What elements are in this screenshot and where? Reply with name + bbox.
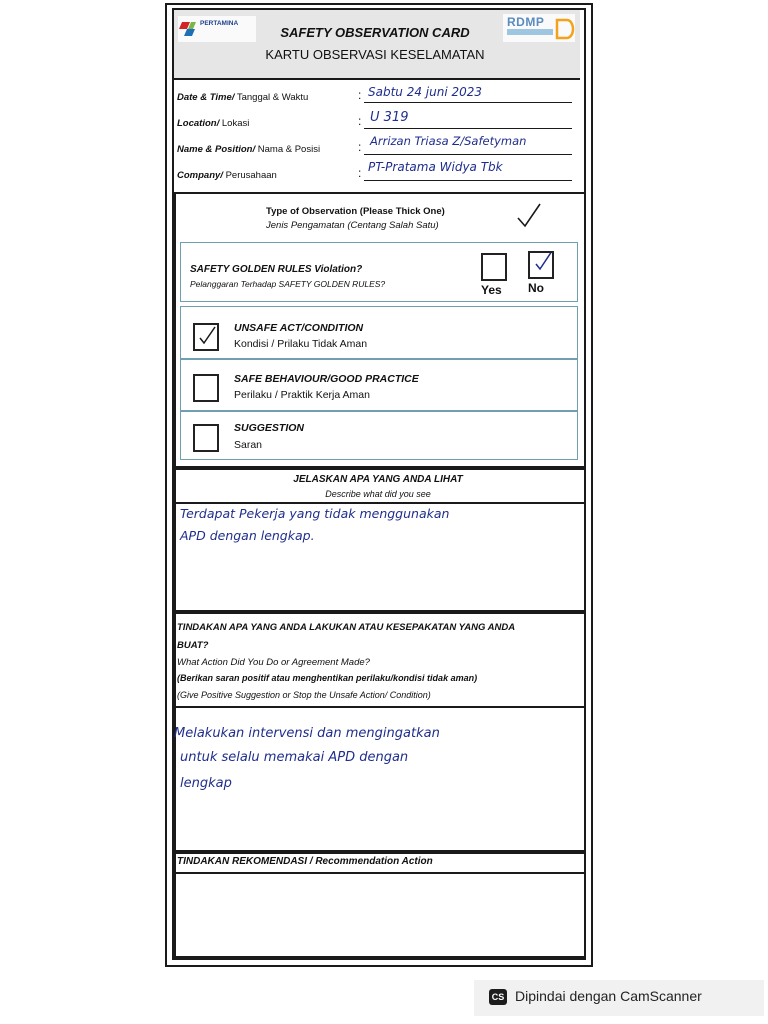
describe-line-2: APD dengan lengkap.: [180, 528, 315, 543]
recommendation-divider: [174, 872, 584, 874]
company-underline: [364, 180, 572, 181]
safe-behaviour-title: SAFE BEHAVIOUR/GOOD PRACTICE: [234, 373, 419, 385]
recommendation-panel: [174, 852, 586, 958]
camscanner-text: Dipindai dengan CamScanner: [515, 988, 702, 1004]
golden-rules-yes-checkbox[interactable]: [481, 253, 507, 281]
observation-type-subtitle: Jenis Pengamatan (Centang Salah Satu): [266, 220, 439, 231]
name-position-underline: [364, 154, 572, 155]
option-suggestion-panel: [180, 410, 578, 460]
rdmp-logo: RDMP: [503, 14, 575, 42]
suggestion-checkbox[interactable]: [193, 424, 219, 452]
pertamina-logo: PERTAMINA: [178, 16, 256, 42]
suggestion-title: SUGGESTION: [234, 422, 305, 434]
name-position-label: Name & Position/ Nama & Posisi: [177, 144, 321, 155]
colon: :: [358, 114, 362, 128]
company-label: Company/ Perusahaan: [177, 170, 277, 181]
option-safe-panel: [180, 358, 578, 412]
location-underline: [364, 128, 572, 129]
golden-rules-yes-label: Yes: [481, 283, 502, 297]
camscanner-logo-icon: CS: [489, 989, 507, 1005]
location-label: Location/ Lokasi: [177, 118, 250, 129]
location-value: U 319: [370, 110, 409, 125]
date-time-value: Sabtu 24 juni 2023: [368, 85, 483, 99]
action-title-line-2: BUAT?: [177, 640, 209, 651]
action-line-3: lengkap: [180, 776, 232, 791]
safe-behaviour-checkbox[interactable]: [193, 374, 219, 402]
date-time-underline: [364, 102, 572, 103]
safe-behaviour-subtitle: Perilaku / Praktik Kerja Aman: [234, 389, 370, 401]
colon: :: [358, 166, 362, 180]
company-value: PT-Pratama Widya Tbk: [368, 160, 503, 174]
card-subtitle: KARTU OBSERVASI KESELAMATAN: [265, 47, 485, 62]
describe-title: JELASKAN APA YANG ANDA LIHAT: [293, 474, 463, 485]
golden-rules-no-checkbox[interactable]: [528, 251, 554, 279]
recommendation-title: TINDAKAN REKOMENDASI / Recommendation Action: [177, 856, 433, 867]
card-title: SAFETY OBSERVATION CARD: [280, 25, 470, 40]
action-hint-2: (Give Positive Suggestion or Stop the Unsafe Action/ Condition): [177, 690, 431, 700]
golden-rules-subtitle: Pelanggaran Terhadap SAFETY GOLDEN RULES?: [190, 279, 386, 289]
colon: :: [358, 88, 362, 102]
action-divider: [174, 706, 584, 708]
action-line-1: Melakukan intervensi dan mengingatkan: [174, 726, 440, 741]
action-question: What Action Did You Do or Agreement Made?: [177, 657, 370, 668]
describe-subtitle: Describe what did you see: [325, 489, 431, 499]
action-line-2: untuk selalu memakai APD dengan: [180, 750, 409, 765]
unsafe-subtitle: Kondisi / Prilaku Tidak Aman: [234, 338, 368, 350]
action-title-line-1: TINDAKAN APA YANG ANDA LAKUKAN ATAU KESEPAKATAN YANG ANDA: [177, 622, 516, 633]
date-time-label: Date & Time/ Tanggal & Waktu: [177, 92, 309, 103]
golden-rules-no-label: No: [528, 281, 544, 295]
checkmark-icon: [514, 200, 544, 235]
action-hint-1: (Berikan saran positif atau menghentikan perilaku/kondisi tidak aman): [177, 673, 478, 683]
unsafe-checkbox[interactable]: [193, 323, 219, 351]
unsafe-title: UNSAFE ACT/CONDITION: [234, 322, 364, 334]
name-position-value: Arrizan Triasa Z/Safetyman: [370, 134, 527, 148]
describe-divider: [174, 502, 584, 504]
suggestion-subtitle: Saran: [234, 439, 263, 451]
describe-line-1: Terdapat Pekerja yang tidak menggunakan: [180, 506, 450, 521]
golden-rules-title: SAFETY GOLDEN RULES Violation?: [190, 264, 363, 275]
colon: :: [358, 140, 362, 154]
observation-type-title: Type of Observation (Please Thick One): [266, 206, 445, 217]
